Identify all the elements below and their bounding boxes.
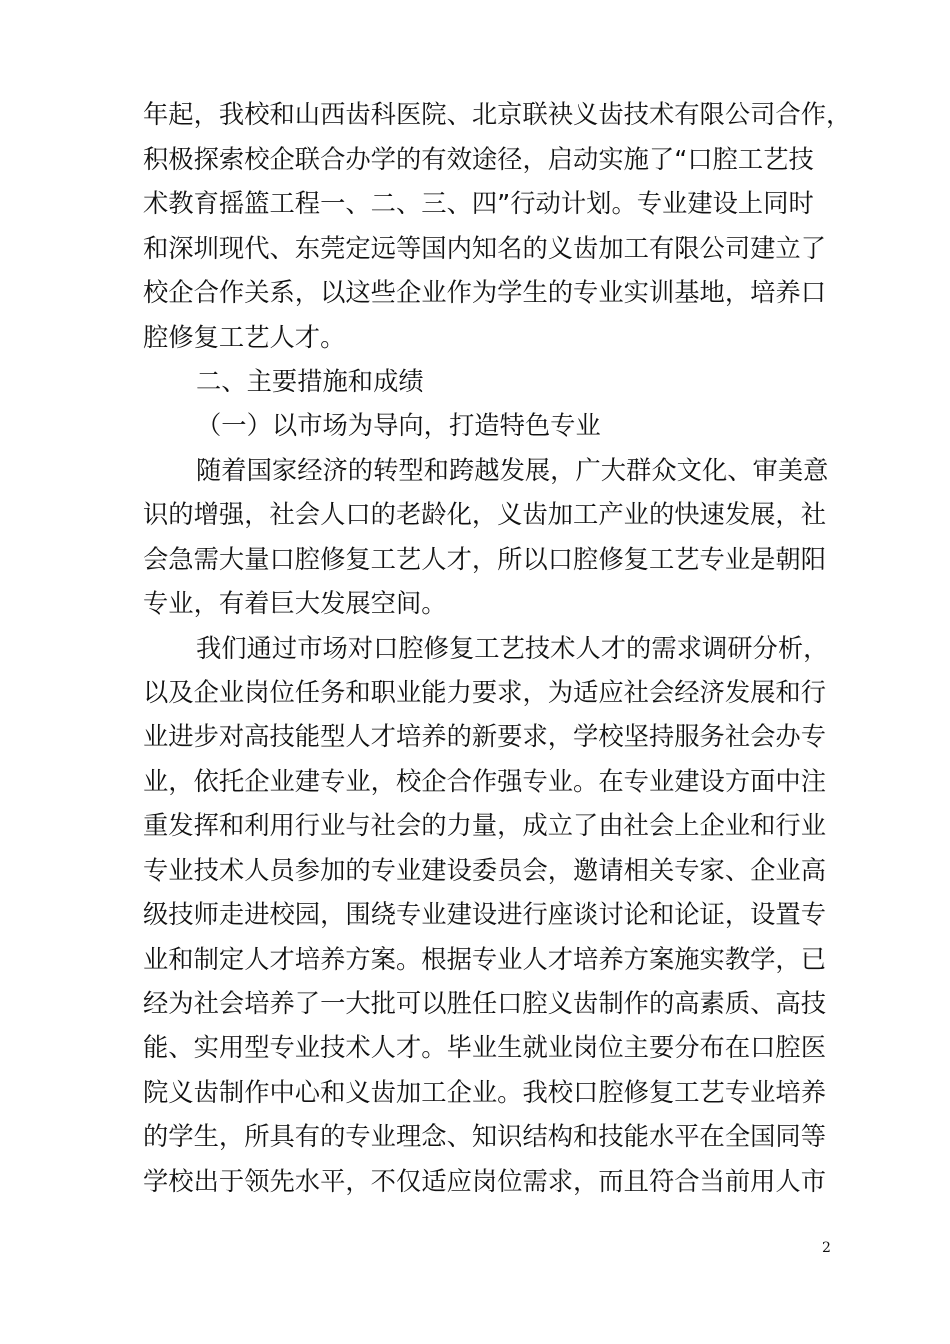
text-line: 专业技术人员参加的专业建设委员会，邀请相关专家、企业高 (143, 856, 827, 885)
text-line: 的学生，所具有的专业理念、知识结构和技能水平在全国同等 (143, 1122, 827, 1151)
text-line: 会急需大量口腔修复工艺人才，所以口腔修复工艺专业是朝阳 (143, 545, 827, 574)
subsection-heading: （一）以市场为导向，打造特色专业 (196, 411, 601, 440)
text-line: 业，依托企业建专业，校企合作强专业。在专业建设方面中注 (143, 767, 827, 796)
text-line: 以及企业岗位任务和职业能力要求，为适应社会经济发展和行 (143, 678, 827, 707)
text-line: 识的增强，社会人口的老龄化，义齿加工产业的快速发展，社 (143, 500, 827, 529)
text-line: 经为社会培养了一大批可以胜任口腔义齿制作的高素质、高技 (143, 989, 827, 1018)
text-line: 积极探索校企联合办学的有效途径，启动实施了“口腔工艺技 (143, 145, 814, 174)
text-line: 校企合作关系，以这些企业作为学生的专业实训基地，培养口 (143, 278, 827, 307)
text-line: 业和制定人才培养方案。根据专业人才培养方案施实教学，已 (143, 945, 827, 974)
text-line: 级技师走进校园，围绕专业建设进行座谈讨论和论证，设置专 (143, 900, 827, 929)
text-line: 重发挥和利用行业与社会的力量，成立了由社会上企业和行业 (143, 811, 827, 840)
section-heading: 二、主要措施和成绩 (196, 367, 424, 396)
text-line: 业进步对高技能型人才培养的新要求，学校坚持服务社会办专 (143, 722, 827, 751)
page-number: 2 (822, 1240, 831, 1256)
text-line: 我们通过市场对口腔修复工艺技术人才的需求调研分析， (196, 634, 829, 663)
text-line: 术教育摇篮工程一、二、三、四”行动计划。专业建设上同时 (143, 189, 814, 218)
text-line: 年起，我校和山西齿科医院、北京联袂义齿技术有限公司合作， (143, 100, 852, 129)
text-line: 专业，有着巨大发展空间。 (143, 589, 447, 618)
text-line: 和深圳现代、东莞定远等国内知名的义齿加工有限公司建立了 (143, 234, 827, 263)
text-line: 学校出于领先水平，不仅适应岗位需求，而且符合当前用人市 (143, 1167, 827, 1196)
text-line: 院义齿制作中心和义齿加工企业。我校口腔修复工艺专业培养 (143, 1078, 827, 1107)
text-line: 能、实用型专业技术人才。毕业生就业岗位主要分布在口腔医 (143, 1033, 827, 1062)
text-line: 腔修复工艺人才。 (143, 323, 346, 352)
text-line: 随着国家经济的转型和跨越发展，广大群众文化、审美意 (196, 456, 829, 485)
